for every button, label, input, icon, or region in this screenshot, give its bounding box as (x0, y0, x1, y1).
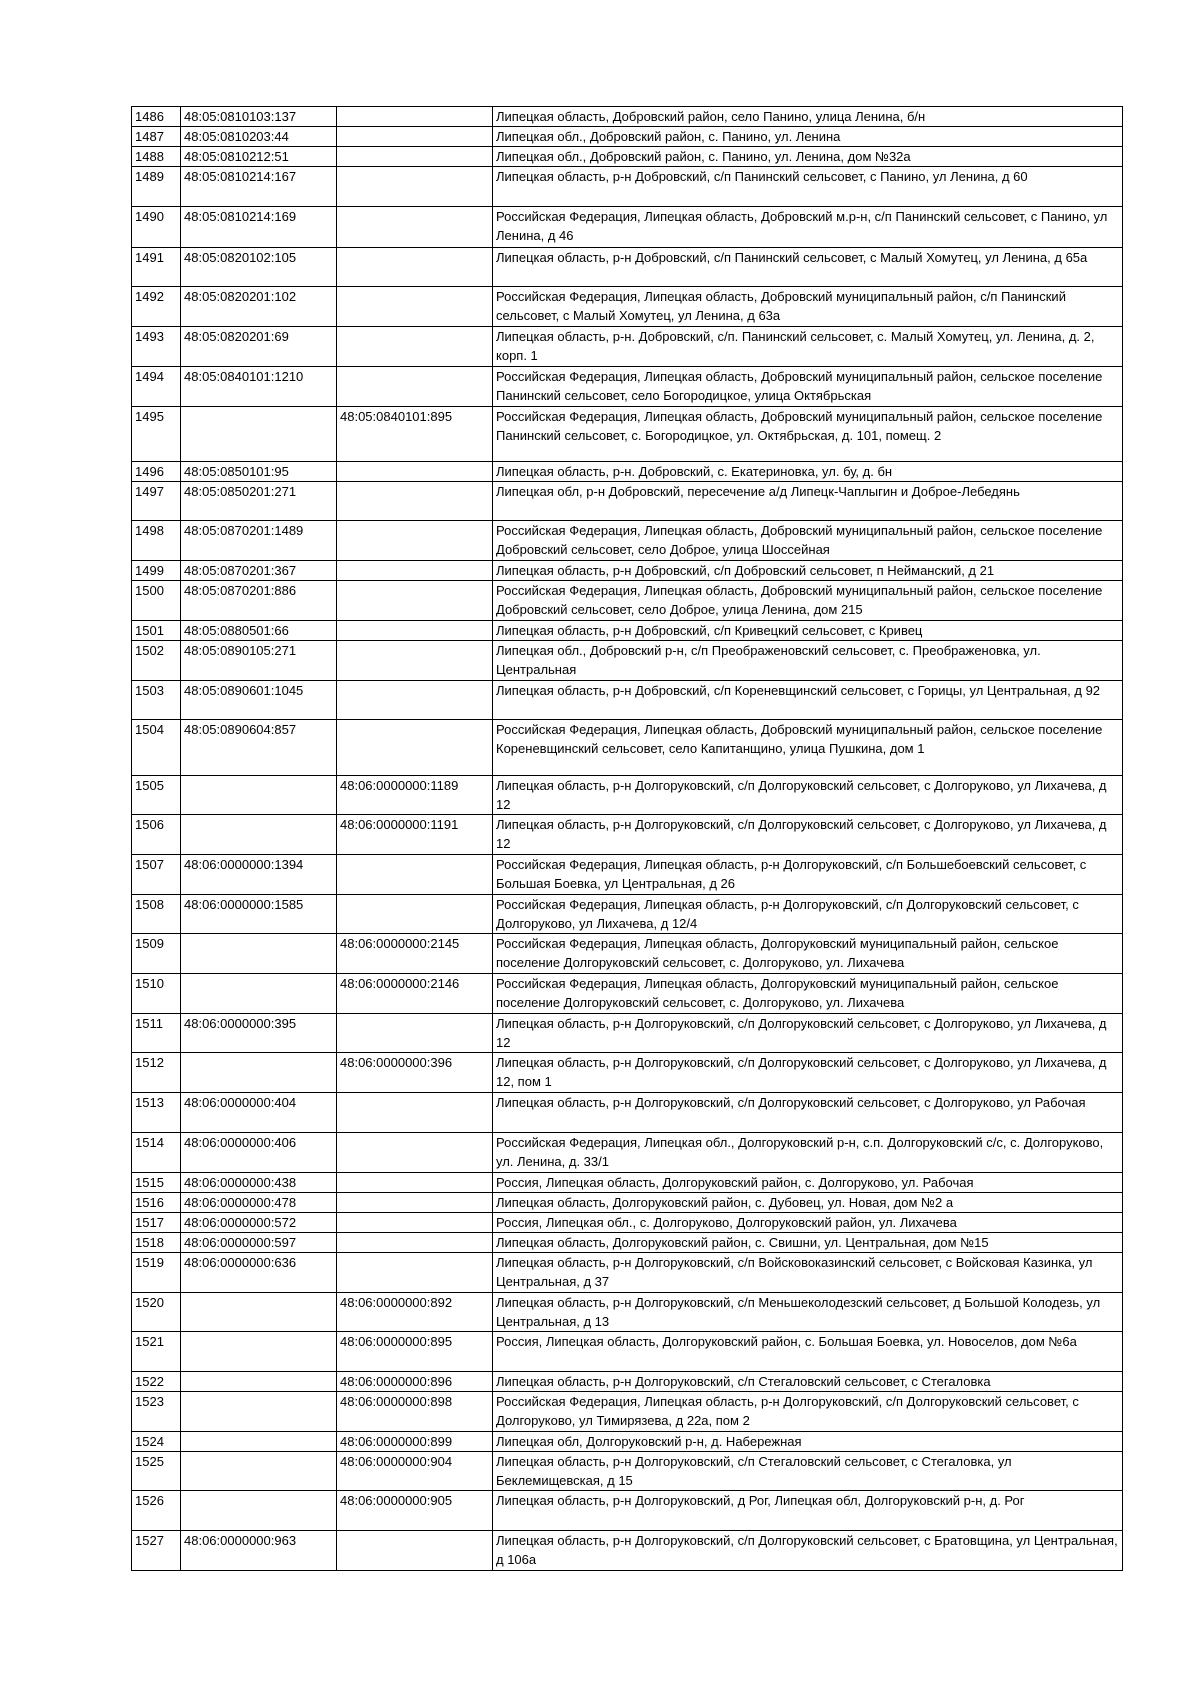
address-cell: Липецкая область, р-н Долгоруковский, с/п Войсковоказинский сельсовет, с Войсковая Казинка, ул Центральная, д 37 (493, 1253, 1123, 1293)
cadastral-number-secondary-cell (337, 1133, 493, 1173)
address-cell: Российская Федерация, Липецкая область, р-н Долгоруковский, с/п Большебоевский сельсовет, с Большая Боевка, ул Центральная, д 26 (493, 855, 1123, 895)
table-row (132, 327, 1123, 367)
cadastral-number-secondary-cell: 48:06:0000000:396 (337, 1053, 493, 1093)
address-cell: Липецкая область, Добровский район, село Панино, улица Ленина, б/н (493, 107, 1123, 127)
cadastral-number-secondary-cell: 48:06:0000000:898 (337, 1392, 493, 1432)
row-number-cell: 1492 (132, 287, 181, 327)
cadastral-number-secondary-cell (337, 482, 493, 521)
row-number-cell: 1524 (132, 1432, 181, 1452)
table-row (132, 1293, 1123, 1332)
table-row (132, 934, 1123, 974)
cadastral-number-cell (181, 1432, 337, 1452)
cadastral-number-secondary-cell: 48:06:0000000:2146 (337, 974, 493, 1014)
row-number-cell: 1527 (132, 1531, 181, 1571)
cadastral-number-secondary-cell (337, 1193, 493, 1213)
cadastral-number-cell: 48:05:0820102:105 (181, 248, 337, 287)
address-cell: Липецкая обл, Долгоруковский р-н, д. Набережная (493, 1432, 1123, 1452)
address-cell: Липецкая область, р-н Долгоруковский, с/п Долгоруковский сельсовет, с Долгоруково, ул Лихачева, д 12, пом 1 (493, 1053, 1123, 1093)
cadastral-number-cell: 48:05:0810203:44 (181, 127, 337, 147)
address-cell: Российская Федерация, Липецкая область, Добровский м.р-н, с/п Панинский сельсовет, с Панино, ул Ленина, д 46 (493, 207, 1123, 248)
row-number-cell: 1507 (132, 855, 181, 895)
cadastral-number-cell: 48:05:0810214:169 (181, 207, 337, 248)
cadastral-number-secondary-cell: 48:06:0000000:896 (337, 1372, 493, 1392)
cadastral-number-secondary-cell (337, 720, 493, 776)
table-row (132, 720, 1123, 776)
table-row (132, 776, 1123, 815)
table-row (132, 561, 1123, 581)
cadastral-number-cell (181, 1332, 337, 1372)
table-row (132, 248, 1123, 287)
table-row (132, 1213, 1123, 1233)
cadastral-number-secondary-cell (337, 581, 493, 621)
cadastral-number-secondary-cell (337, 855, 493, 895)
address-cell: Российская Федерация, Липецкая область, Добровский муниципальный район, сельское поселение Панинский сельсовет, село Богородицкое, улица Октябрьская (493, 367, 1123, 407)
table-row (132, 895, 1123, 934)
table-row (132, 1392, 1123, 1432)
table-row (132, 641, 1123, 681)
table-row (132, 1452, 1123, 1491)
address-cell: Липецкая область, р-н Добровский, с/п Панинский сельсовет, с Панино, ул Ленина, д 60 (493, 167, 1123, 207)
table-row (132, 207, 1123, 248)
cadastral-number-secondary-cell: 48:06:0000000:892 (337, 1293, 493, 1332)
address-cell: Липецкая область, Долгоруковский район, с. Свишни, ул. Центральная, дом №15 (493, 1233, 1123, 1253)
cadastral-number-cell: 48:06:0000000:404 (181, 1093, 337, 1133)
cadastral-number-secondary-cell (337, 1213, 493, 1233)
address-cell: Липецкая область, р-н Долгоруковский, д Рог, Липецкая обл, Долгоруковский р-н, д. Рог (493, 1491, 1123, 1531)
table-row (132, 1491, 1123, 1531)
cadastral-number-cell (181, 1491, 337, 1531)
table-row (132, 167, 1123, 207)
cadastral-number-secondary-cell: 48:06:0000000:1191 (337, 815, 493, 855)
cadastral-number-cell: 48:05:0890105:271 (181, 641, 337, 681)
cadastral-number-secondary-cell (337, 127, 493, 147)
table-row (132, 1432, 1123, 1452)
cadastral-number-secondary-cell (337, 107, 493, 127)
cadastral-number-secondary-cell (337, 462, 493, 482)
address-cell: Российская Федерация, Липецкая область, Добровский муниципальный район, сельское поселение Панинский сельсовет, с. Богородицкое, ул. Октябрьская, д. 101, помещ. 2 (493, 407, 1123, 462)
row-number-cell: 1519 (132, 1253, 181, 1293)
address-cell: Российская Федерация, Липецкая область, р-н Долгоруковский, с/п Долгоруковский сельсовет, с Долгоруково, ул Лихачева, д 12/4 (493, 895, 1123, 934)
cadastral-number-secondary-cell (337, 327, 493, 367)
cadastral-number-cell: 48:05:0810212:51 (181, 147, 337, 167)
cadastral-number-secondary-cell (337, 1531, 493, 1571)
cadastral-number-secondary-cell: 48:05:0840101:895 (337, 407, 493, 462)
cadastral-number-secondary-cell (337, 287, 493, 327)
row-number-cell: 1487 (132, 127, 181, 147)
cadastral-number-cell (181, 776, 337, 815)
address-cell: Липецкая область, Долгоруковский район, с. Дубовец, ул. Новая, дом №2 а (493, 1193, 1123, 1213)
row-number-cell: 1515 (132, 1173, 181, 1193)
address-cell: Липецкая область, р-н Долгоруковский, с/п Долгоруковский сельсовет, с Долгоруково, ул Лихачева, д 12 (493, 776, 1123, 815)
cadastral-number-cell: 48:05:0840101:1210 (181, 367, 337, 407)
cadastral-number-secondary-cell: 48:06:0000000:895 (337, 1332, 493, 1372)
row-number-cell: 1512 (132, 1053, 181, 1093)
row-number-cell: 1508 (132, 895, 181, 934)
cadastral-number-cell: 48:06:0000000:478 (181, 1193, 337, 1213)
address-cell: Российская Федерация, Липецкая область, Добровский муниципальный район, сельское поселение Кореневщинский сельсовет, село Капитанщино, улица Пушкина, дом 1 (493, 720, 1123, 776)
cadastral-number-secondary-cell (337, 641, 493, 681)
address-cell: Липецкая область, р-н Добровский, с/п Панинский сельсовет, с Малый Хомутец, ул Ленина, д 65а (493, 248, 1123, 287)
table-row (132, 127, 1123, 147)
table-row (132, 1332, 1123, 1372)
address-cell: Российская Федерация, Липецкая область, Долгоруковский муниципальный район, сельское поселение Долгоруковский сельсовет, с. Долгоруково, ул. Лихачева (493, 934, 1123, 974)
row-number-cell: 1516 (132, 1193, 181, 1213)
table-row (132, 1372, 1123, 1392)
address-cell: Липецкая область, р-н. Добровский, с. Екатериновка, ул. бу, д. бн (493, 462, 1123, 482)
cadastral-number-secondary-cell: 48:06:0000000:899 (337, 1432, 493, 1452)
row-number-cell: 1488 (132, 147, 181, 167)
address-cell: Липецкая обл, р-н Добровский, пересечение а/д Липецк-Чаплыгин и Доброе-Лебедянь (493, 482, 1123, 521)
row-number-cell: 1506 (132, 815, 181, 855)
address-cell: Липецкая область, р-н. Добровский, с/п. Панинский сельсовет, с. Малый Хомутец, ул. Ленина, д. 2, корп. 1 (493, 327, 1123, 367)
registry-table-body (132, 107, 1123, 1571)
address-cell: Липецкая обл., Добровский район, с. Панино, ул. Ленина, дом №32а (493, 147, 1123, 167)
cadastral-number-cell: 48:06:0000000:597 (181, 1233, 337, 1253)
row-number-cell: 1521 (132, 1332, 181, 1372)
property-registry-table (131, 106, 1123, 1571)
address-cell: Российская Федерация, Липецкая область, р-н Долгоруковский, с/п Долгоруковский сельсовет, с Долгоруково, ул Тимирязева, д 22а, пом 2 (493, 1392, 1123, 1432)
cadastral-number-secondary-cell: 48:06:0000000:904 (337, 1452, 493, 1491)
table-row (132, 1253, 1123, 1293)
address-cell: Российская Федерация, Липецкая область, Добровский муниципальный район, сельское поселение Добровский сельсовет, село Доброе, улица Ленина, дом 215 (493, 581, 1123, 621)
cadastral-number-cell (181, 1372, 337, 1392)
cadastral-number-cell: 48:05:0820201:102 (181, 287, 337, 327)
cadastral-number-cell: 48:06:0000000:963 (181, 1531, 337, 1571)
address-cell: Россия, Липецкая область, Долгоруковский район, с. Долгоруково, ул. Рабочая (493, 1173, 1123, 1193)
cadastral-number-cell: 48:05:0820201:69 (181, 327, 337, 367)
cadastral-number-secondary-cell (337, 681, 493, 720)
cadastral-number-cell: 48:06:0000000:406 (181, 1133, 337, 1173)
row-number-cell: 1525 (132, 1452, 181, 1491)
cadastral-number-cell: 48:06:0000000:1585 (181, 895, 337, 934)
cadastral-number-secondary-cell (337, 1253, 493, 1293)
table-row (132, 1133, 1123, 1173)
cadastral-number-secondary-cell (337, 207, 493, 248)
cadastral-number-cell: 48:05:0850201:271 (181, 482, 337, 521)
row-number-cell: 1489 (132, 167, 181, 207)
row-number-cell: 1513 (132, 1093, 181, 1133)
table-row (132, 855, 1123, 895)
row-number-cell: 1493 (132, 327, 181, 367)
cadastral-number-cell: 48:06:0000000:395 (181, 1014, 337, 1053)
table-row (132, 147, 1123, 167)
cadastral-number-cell: 48:06:0000000:636 (181, 1253, 337, 1293)
row-number-cell: 1511 (132, 1014, 181, 1053)
cadastral-number-secondary-cell: 48:06:0000000:905 (337, 1491, 493, 1531)
row-number-cell: 1503 (132, 681, 181, 720)
cadastral-number-cell: 48:05:0850101:95 (181, 462, 337, 482)
address-cell: Липецкая область, р-н Долгоруковский, с/п Долгоруковский сельсовет, с Братовщина, ул Центральная, д 106а (493, 1531, 1123, 1571)
cadastral-number-cell: 48:06:0000000:572 (181, 1213, 337, 1233)
address-cell: Липецкая область, р-н Добровский, с/п Добровский сельсовет, п Нейманский, д 21 (493, 561, 1123, 581)
address-cell: Россия, Липецкая обл., с. Долгоруково, Долгоруковский район, ул. Лихачева (493, 1213, 1123, 1233)
row-number-cell: 1517 (132, 1213, 181, 1233)
cadastral-number-cell (181, 407, 337, 462)
table-row (132, 1173, 1123, 1193)
row-number-cell: 1504 (132, 720, 181, 776)
cadastral-number-cell: 48:05:0870201:1489 (181, 521, 337, 561)
row-number-cell: 1501 (132, 621, 181, 641)
cadastral-number-cell (181, 1293, 337, 1332)
table-row (132, 107, 1123, 127)
address-cell: Липецкая область, р-н Долгоруковский, с/п Долгоруковский сельсовет, с Долгоруково, ул Рабочая (493, 1093, 1123, 1133)
address-cell: Липецкая область, р-н Добровский, с/п Кривецкий сельсовет, с Кривец (493, 621, 1123, 641)
table-row (132, 1233, 1123, 1253)
cadastral-number-cell: 48:05:0810214:167 (181, 167, 337, 207)
row-number-cell: 1491 (132, 248, 181, 287)
table-row (132, 407, 1123, 462)
cadastral-number-cell: 48:06:0000000:438 (181, 1173, 337, 1193)
address-cell: Липецкая область, р-н Долгоруковский, с/п Долгоруковский сельсовет, с Долгоруково, ул Лихачева, д 12 (493, 1014, 1123, 1053)
address-cell: Липецкая область, р-н Долгоруковский, с/п Меньшеколодезский сельсовет, д Большой Колодезь, ул Центральная, д 13 (493, 1293, 1123, 1332)
table-row (132, 521, 1123, 561)
row-number-cell: 1523 (132, 1392, 181, 1432)
row-number-cell: 1486 (132, 107, 181, 127)
cadastral-number-secondary-cell (337, 1173, 493, 1193)
table-row (132, 1014, 1123, 1053)
address-cell: Липецкая область, р-н Долгоруковский, с/п Стегаловский сельсовет, с Стегаловка (493, 1372, 1123, 1392)
table-row (132, 681, 1123, 720)
table-row (132, 482, 1123, 521)
cadastral-number-cell (181, 1392, 337, 1432)
cadastral-number-cell: 48:05:0870201:367 (181, 561, 337, 581)
table-row (132, 367, 1123, 407)
row-number-cell: 1514 (132, 1133, 181, 1173)
cadastral-number-cell: 48:05:0880501:66 (181, 621, 337, 641)
table-row (132, 462, 1123, 482)
cadastral-number-secondary-cell (337, 248, 493, 287)
row-number-cell: 1495 (132, 407, 181, 462)
row-number-cell: 1518 (132, 1233, 181, 1253)
cadastral-number-secondary-cell: 48:06:0000000:1189 (337, 776, 493, 815)
row-number-cell: 1505 (132, 776, 181, 815)
table-row (132, 287, 1123, 327)
row-number-cell: 1496 (132, 462, 181, 482)
cadastral-number-secondary-cell (337, 521, 493, 561)
address-cell: Россия, Липецкая область, Долгоруковский район, с. Большая Боевка, ул. Новоселов, дом №6а (493, 1332, 1123, 1372)
address-cell: Липецкая обл., Добровский район, с. Панино, ул. Ленина (493, 127, 1123, 147)
cadastral-number-secondary-cell (337, 621, 493, 641)
cadastral-number-cell (181, 815, 337, 855)
cadastral-number-secondary-cell (337, 895, 493, 934)
address-cell: Российская Федерация, Липецкая область, Добровский муниципальный район, с/п Панинский сельсовет, с Малый Хомутец, ул Ленина, д 63а (493, 287, 1123, 327)
cadastral-number-cell (181, 1053, 337, 1093)
cadastral-number-secondary-cell (337, 167, 493, 207)
address-cell: Российская Федерация, Липецкая область, Добровский муниципальный район, сельское поселение Добровский сельсовет, село Доброе, улица Шоссейная (493, 521, 1123, 561)
row-number-cell: 1500 (132, 581, 181, 621)
address-cell: Липецкая область, р-н Долгоруковский, с/п Долгоруковский сельсовет, с Долгоруково, ул Лихачева, д 12 (493, 815, 1123, 855)
cadastral-number-cell: 48:05:0810103:137 (181, 107, 337, 127)
cadastral-number-secondary-cell (337, 367, 493, 407)
row-number-cell: 1499 (132, 561, 181, 581)
table-row (132, 621, 1123, 641)
row-number-cell: 1526 (132, 1491, 181, 1531)
cadastral-number-secondary-cell (337, 1233, 493, 1253)
row-number-cell: 1494 (132, 367, 181, 407)
address-cell: Липецкая область, р-н Добровский, с/п Кореневщинский сельсовет, с Горицы, ул Центральная, д 92 (493, 681, 1123, 720)
cadastral-number-secondary-cell (337, 1093, 493, 1133)
cadastral-number-secondary-cell (337, 1014, 493, 1053)
cadastral-number-cell (181, 1452, 337, 1491)
table-row (132, 815, 1123, 855)
table-row (132, 1053, 1123, 1093)
address-cell: Липецкая обл., Добровский р-н, с/п Преображеновский сельсовет, с. Преображеновка, ул. Центральная (493, 641, 1123, 681)
cadastral-number-cell (181, 934, 337, 974)
cadastral-number-secondary-cell: 48:06:0000000:2145 (337, 934, 493, 974)
cadastral-number-secondary-cell (337, 147, 493, 167)
cadastral-number-cell (181, 974, 337, 1014)
table-row (132, 581, 1123, 621)
row-number-cell: 1520 (132, 1293, 181, 1332)
cadastral-number-cell: 48:05:0890601:1045 (181, 681, 337, 720)
row-number-cell: 1502 (132, 641, 181, 681)
address-cell: Российская Федерация, Липецкая обл., Долгоруковский р-н, с.п. Долгоруковский с/с, с. Долгоруково, ул. Ленина, д. 33/1 (493, 1133, 1123, 1173)
row-number-cell: 1497 (132, 482, 181, 521)
cadastral-number-secondary-cell (337, 561, 493, 581)
row-number-cell: 1522 (132, 1372, 181, 1392)
cadastral-number-cell: 48:05:0870201:886 (181, 581, 337, 621)
row-number-cell: 1498 (132, 521, 181, 561)
table-row (132, 1193, 1123, 1213)
cadastral-number-cell: 48:06:0000000:1394 (181, 855, 337, 895)
row-number-cell: 1509 (132, 934, 181, 974)
table-row (132, 974, 1123, 1014)
cadastral-number-cell: 48:05:0890604:857 (181, 720, 337, 776)
row-number-cell: 1490 (132, 207, 181, 248)
address-cell: Российская Федерация, Липецкая область, Долгоруковский муниципальный район, сельское поселение Долгоруковский сельсовет, с. Долгоруково, ул. Лихачева (493, 974, 1123, 1014)
row-number-cell: 1510 (132, 974, 181, 1014)
table-row (132, 1531, 1123, 1571)
address-cell: Липецкая область, р-н Долгоруковский, с/п Стегаловский сельсовет, с Стегаловка, ул Беклемищевская, д 15 (493, 1452, 1123, 1491)
table-row (132, 1093, 1123, 1133)
